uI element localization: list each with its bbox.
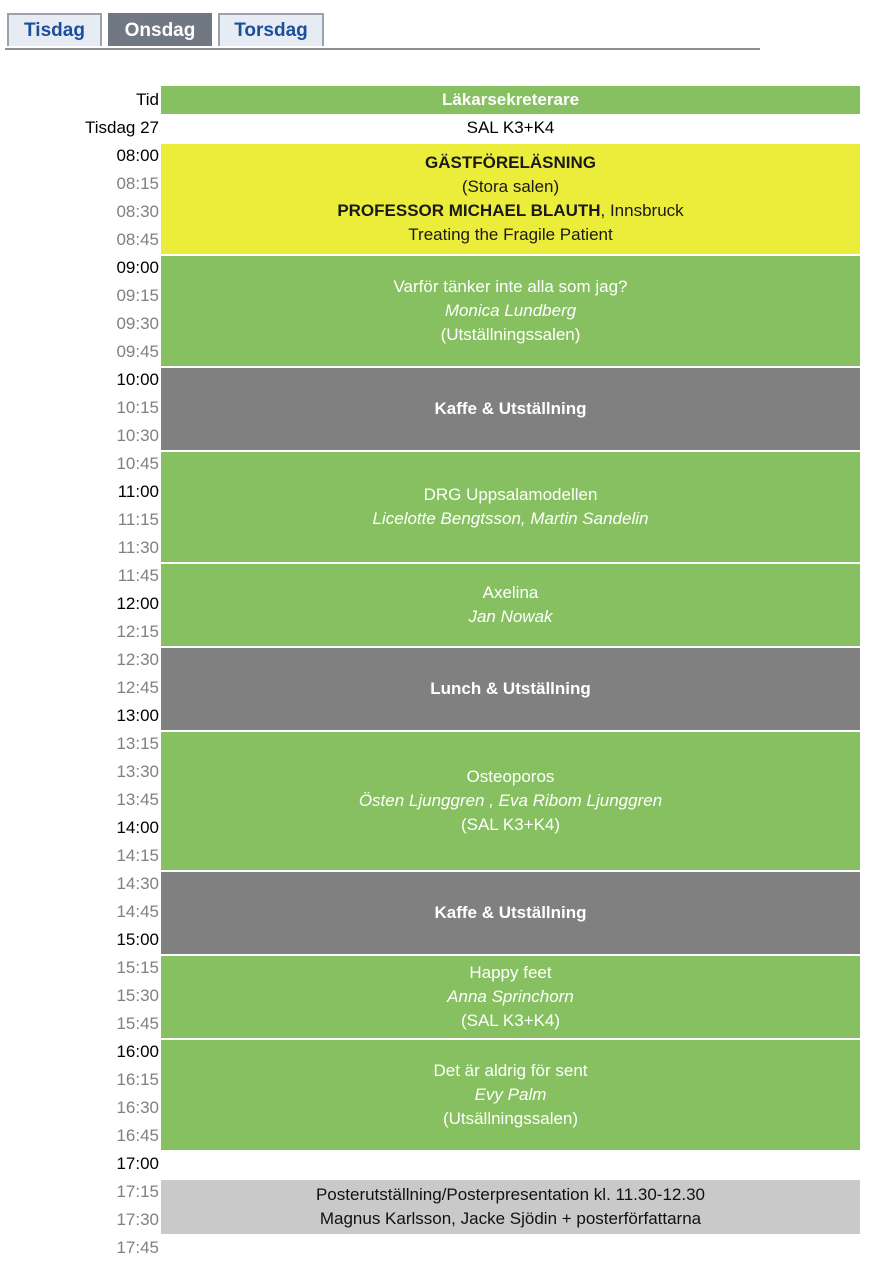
room-header: SAL K3+K4 [161, 114, 860, 142]
event-text: (Utställningssalen) [440, 325, 581, 344]
event-line [475, 1083, 547, 1107]
day-tab-bar [5, 10, 760, 50]
time-label: 08:15 [116, 174, 159, 193]
event-speaker: Anna Sprinchorn [447, 987, 574, 1006]
event-line [430, 677, 591, 701]
event-line [441, 323, 581, 347]
time-label: 08:45 [116, 230, 159, 249]
event-text: Osteoporos [466, 767, 555, 786]
event-line [434, 901, 586, 925]
time-label: 16:15 [116, 1070, 159, 1089]
time-label: 17:15 [116, 1182, 159, 1201]
time-label: 11:15 [117, 510, 159, 529]
schedule-event [161, 872, 860, 954]
event-text: Varför tänker inte alla som jag? [393, 277, 628, 296]
event-text: Axelina [482, 583, 539, 602]
event-line [359, 789, 662, 813]
schedule-event [161, 144, 860, 254]
time-label: 10:45 [116, 454, 159, 473]
time-label: 15:45 [116, 1014, 159, 1033]
time-label: 12:00 [116, 594, 159, 613]
schedule-event [161, 648, 860, 730]
time-label: 10:00 [116, 370, 159, 389]
event-text: (Stora salen) [461, 177, 560, 196]
schedule-event [161, 1040, 860, 1150]
event-line [461, 1009, 560, 1033]
time-label: 17:00 [116, 1154, 159, 1173]
time-label: 09:00 [116, 258, 159, 277]
event-speaker: Evy Palm [474, 1085, 547, 1104]
event-line [320, 1207, 701, 1231]
time-label: 16:30 [116, 1098, 159, 1117]
event-text: (SAL K3+K4) [460, 815, 561, 834]
time-label: 09:45 [116, 342, 159, 361]
event-text: Happy feet [469, 963, 552, 982]
event-affiliation: , Innsbruck [600, 201, 684, 220]
track-header: Läkarsekreterare [161, 86, 860, 114]
time-label: 10:15 [116, 398, 159, 417]
schedule-event [161, 1180, 860, 1234]
time-label: 13:30 [116, 762, 159, 781]
day-label: Tisdag 27 [84, 118, 159, 137]
time-label: 16:00 [116, 1042, 159, 1061]
time-label: 11:30 [117, 538, 159, 557]
event-text: Posterutställning/Posterpresentation kl. 11.30-12.30 [315, 1185, 706, 1204]
event-text: DRG Uppsalamodellen [423, 485, 598, 504]
event-text: PROFESSOR MICHAEL BLAUTH [337, 201, 601, 220]
time-label: 14:45 [116, 902, 159, 921]
event-line [337, 199, 683, 223]
event-line [425, 151, 596, 175]
time-label: 16:45 [116, 1126, 159, 1145]
event-line [483, 581, 539, 605]
schedule-event [161, 956, 860, 1038]
event-line [408, 223, 612, 247]
event-line [393, 275, 627, 299]
schedule-event [161, 564, 860, 646]
time-label: 08:00 [116, 146, 159, 165]
event-speaker: Licelotte Bengtsson, Martin Sandelin [372, 509, 649, 528]
event-speaker: Jan Nowak [468, 607, 553, 626]
time-label: 13:00 [116, 706, 159, 725]
schedule-event [161, 452, 860, 562]
event-line [469, 961, 551, 985]
event-line [467, 765, 555, 789]
event-line [443, 1107, 578, 1131]
time-label: 13:45 [116, 790, 159, 809]
time-label: 15:15 [116, 958, 159, 977]
event-speaker: Monica Lundberg [444, 301, 577, 320]
event-line [373, 507, 649, 531]
time-label: 12:15 [116, 622, 159, 641]
event-line [462, 175, 559, 199]
time-label: 14:15 [116, 846, 159, 865]
event-text: Kaffe & Utställning [434, 399, 587, 418]
time-label: 10:30 [116, 426, 159, 445]
time-label: 17:45 [116, 1238, 159, 1257]
time-label: 14:00 [116, 818, 159, 837]
event-text: Det är aldrig för sent [433, 1061, 588, 1080]
event-text: Kaffe & Utställning [434, 903, 587, 922]
event-line [434, 397, 586, 421]
event-text: GÄSTFÖRELÄSNING [425, 153, 596, 172]
event-text: (Utsällningssalen) [442, 1109, 579, 1128]
event-line [445, 299, 576, 323]
time-label: 08:30 [116, 202, 159, 221]
time-label: 09:15 [116, 286, 159, 305]
tab-torsdag[interactable]: Torsdag [218, 13, 324, 46]
schedule-event [161, 732, 860, 870]
time-label: 12:45 [116, 678, 159, 697]
event-line [316, 1183, 705, 1207]
time-label: 15:30 [116, 986, 159, 1005]
event-text: Treating the Fragile Patient [408, 225, 613, 244]
tab-tisdag[interactable]: Tisdag [7, 13, 102, 46]
time-label: 17:30 [116, 1210, 159, 1229]
time-label: 11:45 [117, 566, 159, 585]
time-label: 12:30 [116, 650, 159, 669]
event-text: (SAL K3+K4) [460, 1011, 561, 1030]
event-line [468, 605, 552, 629]
event-line [424, 483, 598, 507]
event-text: Lunch & Utställning [430, 679, 591, 698]
time-label: 11:00 [117, 482, 159, 501]
event-line [433, 1059, 587, 1083]
time-column-header: Tid [136, 90, 159, 109]
schedule-event [161, 368, 860, 450]
time-label: 09:30 [116, 314, 159, 333]
time-label: 15:00 [116, 930, 159, 949]
time-label: 13:15 [116, 734, 159, 753]
event-speaker: Östen Ljunggren , Eva Ribom Ljunggren [358, 791, 663, 810]
event-text: Magnus Karlsson, Jacke Sjödin + posterförfattarna [319, 1209, 702, 1228]
event-line [461, 813, 560, 837]
time-label: 14:30 [116, 874, 159, 893]
tab-onsdag[interactable]: Onsdag [108, 13, 212, 46]
event-line [447, 985, 574, 1009]
schedule-event [161, 256, 860, 366]
